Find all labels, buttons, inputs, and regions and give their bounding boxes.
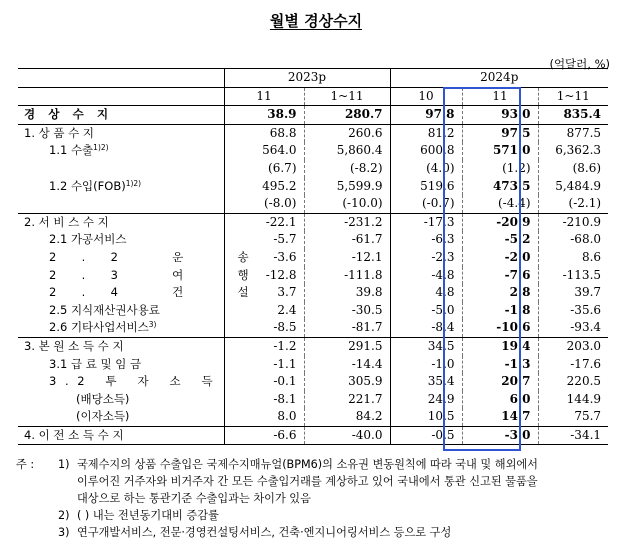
table-row	[18, 195, 608, 213]
footnote-text: 이루어진 거주자와 비거주자 간 모든 수출입거래를 계상하고 있어 국내에서 통관 신고된 물품을	[77, 475, 538, 488]
year-header-2023: 2023p	[224, 69, 390, 88]
cell-value: 8.6	[538, 249, 608, 267]
col-header: 11	[462, 87, 538, 106]
cell-value: -20.9	[462, 213, 538, 231]
row-label-text: 3. 본 원 소 득 수 지	[24, 338, 124, 353]
cell-value: 220.5	[538, 373, 608, 391]
cell-value: 280.7	[304, 106, 390, 125]
cell-value: 5,860.4	[304, 142, 390, 160]
row-label	[18, 231, 224, 249]
footnote-ref: 3)	[148, 320, 157, 330]
cell-value: -6.3	[390, 231, 462, 249]
cell-value: (-10.0)	[304, 195, 390, 213]
row-label	[18, 319, 224, 337]
footnote-number: 1)	[58, 458, 70, 471]
cell-value: -40.0	[304, 426, 390, 445]
row-label-text: 1.2 수입(FOB)	[49, 178, 126, 193]
cell-value: -12.8	[224, 267, 304, 285]
cell-value: -34.1	[538, 426, 608, 445]
cell-value: 75.7	[538, 408, 608, 426]
row-label	[18, 284, 274, 302]
row-label-text: 4. 이 전 소 득 수 지	[24, 427, 124, 442]
footnote-3	[16, 524, 616, 541]
cell-value: -35.6	[538, 302, 608, 320]
cell-value: 473.5	[462, 178, 538, 196]
col-header: 10	[390, 87, 462, 106]
cell-value: (-8.0)	[224, 195, 304, 213]
row-label-text: 1.1 수출	[49, 143, 94, 158]
cell-value: -14.4	[304, 356, 390, 374]
row-label	[18, 142, 224, 160]
row-label-text: (이자소득)	[76, 409, 130, 424]
table-row	[18, 284, 608, 302]
cell-value: 39.7	[538, 284, 608, 302]
row-label	[18, 213, 224, 231]
cell-value: 564.0	[224, 142, 304, 160]
footnote-text: 국제수지의 상품 수출입은 국제수지매뉴얼(BPM6)의 소유권 변동원칙에 따라 국내 및 해외에서	[77, 458, 538, 471]
cell-value: 835.4	[538, 106, 608, 125]
row-label	[18, 302, 224, 320]
cell-value: -111.8	[304, 267, 390, 285]
table-row	[18, 356, 608, 374]
cell-value: 97.8	[390, 106, 462, 125]
table-row	[18, 337, 608, 355]
row-label-text: 2.1 가공서비스	[49, 232, 127, 247]
row-label	[18, 337, 224, 355]
row-label-text: (배당소득)	[76, 391, 130, 406]
row-label-text: 2.5 지식재산권사용료	[49, 302, 160, 317]
cell-value: -1.3	[462, 356, 538, 374]
cell-value: 877.5	[538, 124, 608, 142]
row-label	[18, 408, 224, 426]
cell-value: 3.7	[224, 284, 304, 302]
cell-value: (-2.1)	[538, 195, 608, 213]
footnote-text: ( ) 내는 전년동기대비 증감률	[77, 509, 219, 522]
cell-value: -93.4	[538, 319, 608, 337]
cell-value: -10.6	[462, 319, 538, 337]
row-label	[18, 106, 224, 125]
table-row	[18, 178, 608, 196]
cell-value: -5.7	[224, 231, 304, 249]
row-label	[18, 267, 274, 285]
cell-value: -5.0	[390, 302, 462, 320]
cell-value: 24.9	[390, 391, 462, 409]
cell-value: 571.0	[462, 142, 538, 160]
cell-value: 35.4	[390, 373, 462, 391]
table-row	[18, 213, 608, 231]
cell-value: -8.1	[224, 391, 304, 409]
cell-value: -12.1	[304, 249, 390, 267]
footnotes	[16, 456, 616, 541]
row-label	[18, 426, 224, 445]
cell-value: 34.5	[390, 337, 462, 355]
row-label-text: 경 상 수 지	[24, 107, 113, 122]
row-label-text: 2.2 운 송	[49, 249, 274, 264]
cell-value: (-4.4)	[462, 195, 538, 213]
table-row	[18, 231, 608, 249]
row-label-text: 2. 서 비 스 수 지	[24, 214, 109, 229]
cell-value: 20.7	[462, 373, 538, 391]
cell-value: -2.3	[390, 249, 462, 267]
footnote-number: 3)	[58, 526, 70, 539]
row-label	[18, 373, 224, 391]
cell-value: -1.0	[390, 356, 462, 374]
cell-value: -231.2	[304, 213, 390, 231]
row-label	[18, 249, 274, 267]
cell-value: 93.0	[462, 106, 538, 125]
cell-value: 6,362.3	[538, 142, 608, 160]
header-corner	[18, 69, 224, 88]
cell-value: 260.6	[304, 124, 390, 142]
page-title: 월별 경상수지	[269, 12, 363, 30]
cell-value: -0.1	[224, 373, 304, 391]
row-label	[18, 124, 224, 142]
cell-value: 97.5	[462, 124, 538, 142]
cell-value: (-0.7)	[390, 195, 462, 213]
cell-value: -4.8	[390, 267, 462, 285]
cell-value: 2.8	[462, 284, 538, 302]
cell-value: (4.0)	[390, 160, 462, 178]
cell-value: 19.4	[462, 337, 538, 355]
row-label	[18, 178, 224, 196]
cell-value: (8.6)	[538, 160, 608, 178]
cell-value: 5,599.9	[304, 178, 390, 196]
table-row	[18, 267, 608, 285]
cell-value: -8.5	[224, 319, 304, 337]
cell-value: 84.2	[304, 408, 390, 426]
table-row	[18, 391, 608, 409]
footnote-text: 연구개발서비스, 전문·경영컨설팅서비스, 건축·엔지니어링서비스 등으로 구성	[77, 526, 452, 539]
col-header: 1~11	[538, 87, 608, 106]
footnote-1	[16, 456, 616, 473]
footnote-2	[16, 507, 616, 524]
table-row	[18, 426, 608, 445]
cell-value: 2.4	[224, 302, 304, 320]
cell-value: -30.5	[304, 302, 390, 320]
row-label-text: 2.3 여 행	[49, 267, 274, 282]
header-month-row	[18, 87, 608, 106]
footnote-ref: 1)2)	[93, 143, 109, 153]
cell-value: 144.9	[538, 391, 608, 409]
header-corner	[18, 87, 224, 106]
header-year-row	[18, 69, 608, 88]
cell-value: -22.1	[224, 213, 304, 231]
cell-value: -2.0	[462, 249, 538, 267]
cell-value: 600.8	[390, 142, 462, 160]
cell-value: (1.2)	[462, 160, 538, 178]
table-row	[18, 249, 608, 267]
table-row	[18, 160, 608, 178]
cell-value: -0.5	[390, 426, 462, 445]
cell-value: 203.0	[538, 337, 608, 355]
cell-value: 10.5	[390, 408, 462, 426]
row-label-text: 2.6 기타사업서비스	[49, 320, 149, 335]
cell-value: -1.1	[224, 356, 304, 374]
cell-value: 38.9	[224, 106, 304, 125]
cell-value: 221.7	[304, 391, 390, 409]
cell-value: 68.8	[224, 124, 304, 142]
col-header: 1~11	[304, 87, 390, 106]
table-row	[18, 106, 608, 125]
table-row	[18, 319, 608, 337]
table-row	[18, 142, 608, 160]
table-row	[18, 124, 608, 142]
cell-value: -5.2	[462, 231, 538, 249]
cell-value: -6.6	[224, 426, 304, 445]
unit-label: (억달러, %)	[549, 57, 610, 71]
cell-value: -1.2	[224, 337, 304, 355]
cell-value: -8.4	[390, 319, 462, 337]
row-label	[18, 356, 224, 374]
row-label	[18, 195, 224, 213]
cell-value: 519.6	[390, 178, 462, 196]
row-label-text: 1. 상 품 수 지	[24, 125, 95, 140]
cell-value: 4.8	[390, 284, 462, 302]
cell-value: (-8.2)	[304, 160, 390, 178]
balance-table	[18, 68, 608, 445]
cell-value: 305.9	[304, 373, 390, 391]
cell-value: -210.9	[538, 213, 608, 231]
cell-value: 495.2	[224, 178, 304, 196]
row-label	[18, 160, 224, 178]
row-label-text: 3.1 급 료 및 임 금	[49, 356, 142, 371]
cell-value: -7.6	[462, 267, 538, 285]
cell-value: 8.0	[224, 408, 304, 426]
row-label	[18, 391, 224, 409]
cell-value: -17.3	[390, 213, 462, 231]
cell-value: -61.7	[304, 231, 390, 249]
notes-prefix: 주 :	[16, 458, 35, 471]
cell-value: -68.0	[538, 231, 608, 249]
cell-value: -1.8	[462, 302, 538, 320]
cell-value: 81.2	[390, 124, 462, 142]
row-label-text: 3.2 투 자 소 득	[49, 374, 222, 389]
cell-value: 291.5	[304, 337, 390, 355]
year-header-2024: 2024p	[390, 69, 608, 88]
cell-value: 39.8	[304, 284, 390, 302]
cell-value: -3.6	[224, 249, 304, 267]
cell-value: -3.0	[462, 426, 538, 445]
footnote-number: 2)	[58, 509, 70, 522]
col-header: 11	[224, 87, 304, 106]
cell-value: (6.7)	[224, 160, 304, 178]
cell-value: -81.7	[304, 319, 390, 337]
table-row	[18, 302, 608, 320]
row-label-text: 2.4 건 설	[49, 285, 274, 300]
cell-value: -17.6	[538, 356, 608, 374]
footnote-text: 대상으로 하는 통관기준 수출입과는 차이가 있음	[77, 492, 311, 505]
cell-value: -113.5	[538, 267, 608, 285]
table-row	[18, 408, 608, 426]
cell-value: 6.0	[462, 391, 538, 409]
footnote-ref: 1)2)	[125, 178, 142, 188]
cell-value: 5,484.9	[538, 178, 608, 196]
cell-value: 14.7	[462, 408, 538, 426]
table-row	[18, 373, 608, 391]
